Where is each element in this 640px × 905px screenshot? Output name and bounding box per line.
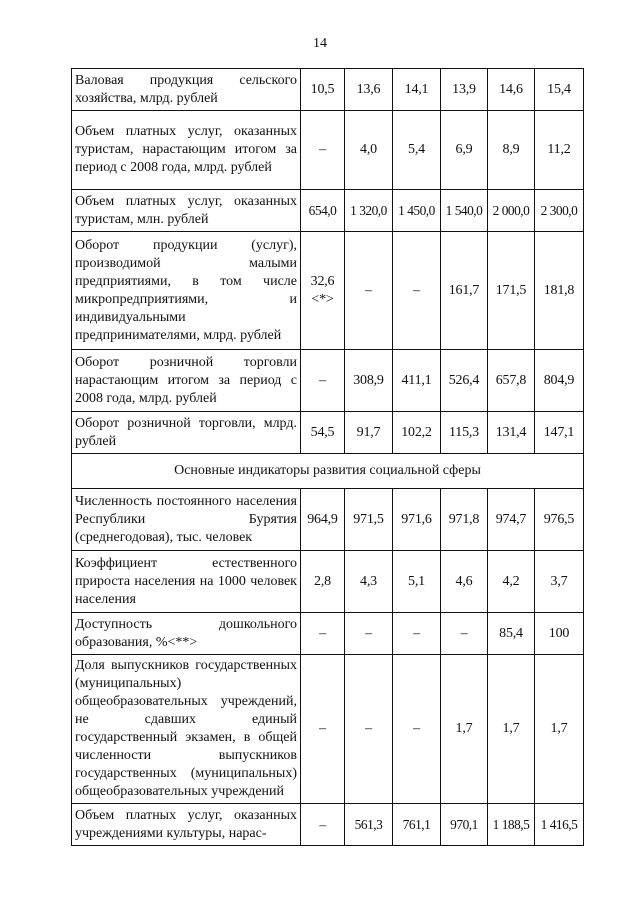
cell-value: 4,3 bbox=[345, 551, 393, 613]
cell-value: 5,4 bbox=[393, 111, 441, 190]
cell-value: 6,9 bbox=[441, 111, 488, 190]
cell-value: 115,3 bbox=[441, 412, 488, 454]
table-row bbox=[72, 190, 584, 232]
cell-value: 308,9 bbox=[345, 350, 393, 412]
row-label: Объем платных услуг, оказанных туристам, нарастающим итогом за период с 2008 года, млрд. рублей bbox=[72, 111, 301, 190]
cell-value: 91,7 bbox=[345, 412, 393, 454]
cell-value: 2,8 bbox=[301, 551, 345, 613]
cell-value: 804,9 bbox=[535, 350, 584, 412]
row-label: Оборот продукции (услуг), производимой малыми предприятиями, в том числе микропредприятиями, и индивидуальными предпринимателями, млрд. рублей bbox=[72, 232, 301, 350]
cell-value: 526,4 bbox=[441, 350, 488, 412]
cell-value: 11,2 bbox=[535, 111, 584, 190]
cell-value: 1 320,0 bbox=[345, 190, 393, 232]
cell-value: 54,5 bbox=[301, 412, 345, 454]
cell-value: 3,7 bbox=[535, 551, 584, 613]
cell-value: 1,7 bbox=[488, 655, 535, 804]
cell-value: 1 450,0 bbox=[393, 190, 441, 232]
cell-value: – bbox=[393, 613, 441, 655]
cell-value: 561,3 bbox=[345, 804, 393, 846]
cell-value: 161,7 bbox=[441, 232, 488, 350]
cell-value: 14,1 bbox=[393, 69, 441, 111]
cell-value: 13,6 bbox=[345, 69, 393, 111]
row-label: Валовая продукция сельского хозяйства, млрд. рублей bbox=[72, 69, 301, 111]
cell-value: – bbox=[301, 655, 345, 804]
cell-value: 974,7 bbox=[488, 489, 535, 551]
table-row bbox=[72, 69, 584, 111]
cell-value: – bbox=[301, 111, 345, 190]
cell-value: 131,4 bbox=[488, 412, 535, 454]
section-row bbox=[72, 454, 584, 489]
table-row bbox=[72, 111, 584, 190]
table-row bbox=[72, 655, 584, 804]
cell-value: 654,0 bbox=[301, 190, 345, 232]
table-row bbox=[72, 613, 584, 655]
row-label: Численность постоянного населения Республики Бурятия (среднегодовая), тыс. человек bbox=[72, 489, 301, 551]
cell-value: 8,9 bbox=[488, 111, 535, 190]
cell-value: 1 416,5 bbox=[535, 804, 584, 846]
cell-value: 1,7 bbox=[441, 655, 488, 804]
cell-value: 971,5 bbox=[345, 489, 393, 551]
cell-value: 964,9 bbox=[301, 489, 345, 551]
row-label: Объем платных услуг, оказанных туристам, млн. рублей bbox=[72, 190, 301, 232]
cell-value: 971,8 bbox=[441, 489, 488, 551]
cell-value: 85,4 bbox=[488, 613, 535, 655]
cell-value: 1,7 bbox=[535, 655, 584, 804]
cell-value: 4,0 bbox=[345, 111, 393, 190]
row-label: Оборот розничной торговли нарастающим итогом за период с 2008 года, млрд. рублей bbox=[72, 350, 301, 412]
cell-value: 761,1 bbox=[393, 804, 441, 846]
cell-value: 102,2 bbox=[393, 412, 441, 454]
cell-value: 147,1 bbox=[535, 412, 584, 454]
page-number: 14 bbox=[313, 36, 327, 51]
cell-value: 15,4 bbox=[535, 69, 584, 111]
table-row bbox=[72, 232, 584, 350]
cell-value: – bbox=[393, 655, 441, 804]
cell-value: 4,6 bbox=[441, 551, 488, 613]
row-label: Доступность дошкольного образования, %<**> bbox=[72, 613, 301, 655]
cell-value: 971,6 bbox=[393, 489, 441, 551]
cell-value: 1 188,5 bbox=[488, 804, 535, 846]
cell-value: 181,8 bbox=[535, 232, 584, 350]
row-label: Доля выпускников государственных (муниципальных) общеобразовательных учреждений, не сдавших единый государственный экзамен, в общей численности выпускников государственных (муниципальных) общеобразовательных учреждений bbox=[72, 655, 301, 804]
table-row bbox=[72, 489, 584, 551]
cell-value: 657,8 bbox=[488, 350, 535, 412]
cell-value: – bbox=[301, 804, 345, 846]
indicators-table bbox=[71, 68, 584, 846]
cell-value: – bbox=[301, 350, 345, 412]
cell-value: 10,5 bbox=[301, 69, 345, 111]
cell-value: 171,5 bbox=[488, 232, 535, 350]
cell-value: – bbox=[345, 232, 393, 350]
cell-value: 14,6 bbox=[488, 69, 535, 111]
cell-value: 411,1 bbox=[393, 350, 441, 412]
cell-value: – bbox=[345, 613, 393, 655]
cell-value: – bbox=[441, 613, 488, 655]
cell-value: 100 bbox=[535, 613, 584, 655]
cell-value: 970,1 bbox=[441, 804, 488, 846]
table-row bbox=[72, 551, 584, 613]
cell-value: 976,5 bbox=[535, 489, 584, 551]
row-label: Оборот розничной торговли, млрд. рублей bbox=[72, 412, 301, 454]
cell-value: 4,2 bbox=[488, 551, 535, 613]
cell-value: 1 540,0 bbox=[441, 190, 488, 232]
cell-value: 2 000,0 bbox=[488, 190, 535, 232]
row-label: Коэффициент естественного прироста населения на 1000 человек населения bbox=[72, 551, 301, 613]
cell-value: – bbox=[393, 232, 441, 350]
table-row bbox=[72, 350, 584, 412]
cell-value: 5,1 bbox=[393, 551, 441, 613]
cell-value: – bbox=[301, 613, 345, 655]
cell-value: 2 300,0 bbox=[535, 190, 584, 232]
cell-value: 13,9 bbox=[441, 69, 488, 111]
cell-value: – bbox=[345, 655, 393, 804]
cell-value: 32,6 <*> bbox=[301, 232, 345, 350]
table-row bbox=[72, 804, 584, 846]
table-row bbox=[72, 412, 584, 454]
row-label: Объем платных услуг, оказанных учреждениями культуры, нарас- bbox=[72, 804, 301, 846]
section-title: Основные индикаторы развития социальной сферы bbox=[72, 454, 584, 489]
